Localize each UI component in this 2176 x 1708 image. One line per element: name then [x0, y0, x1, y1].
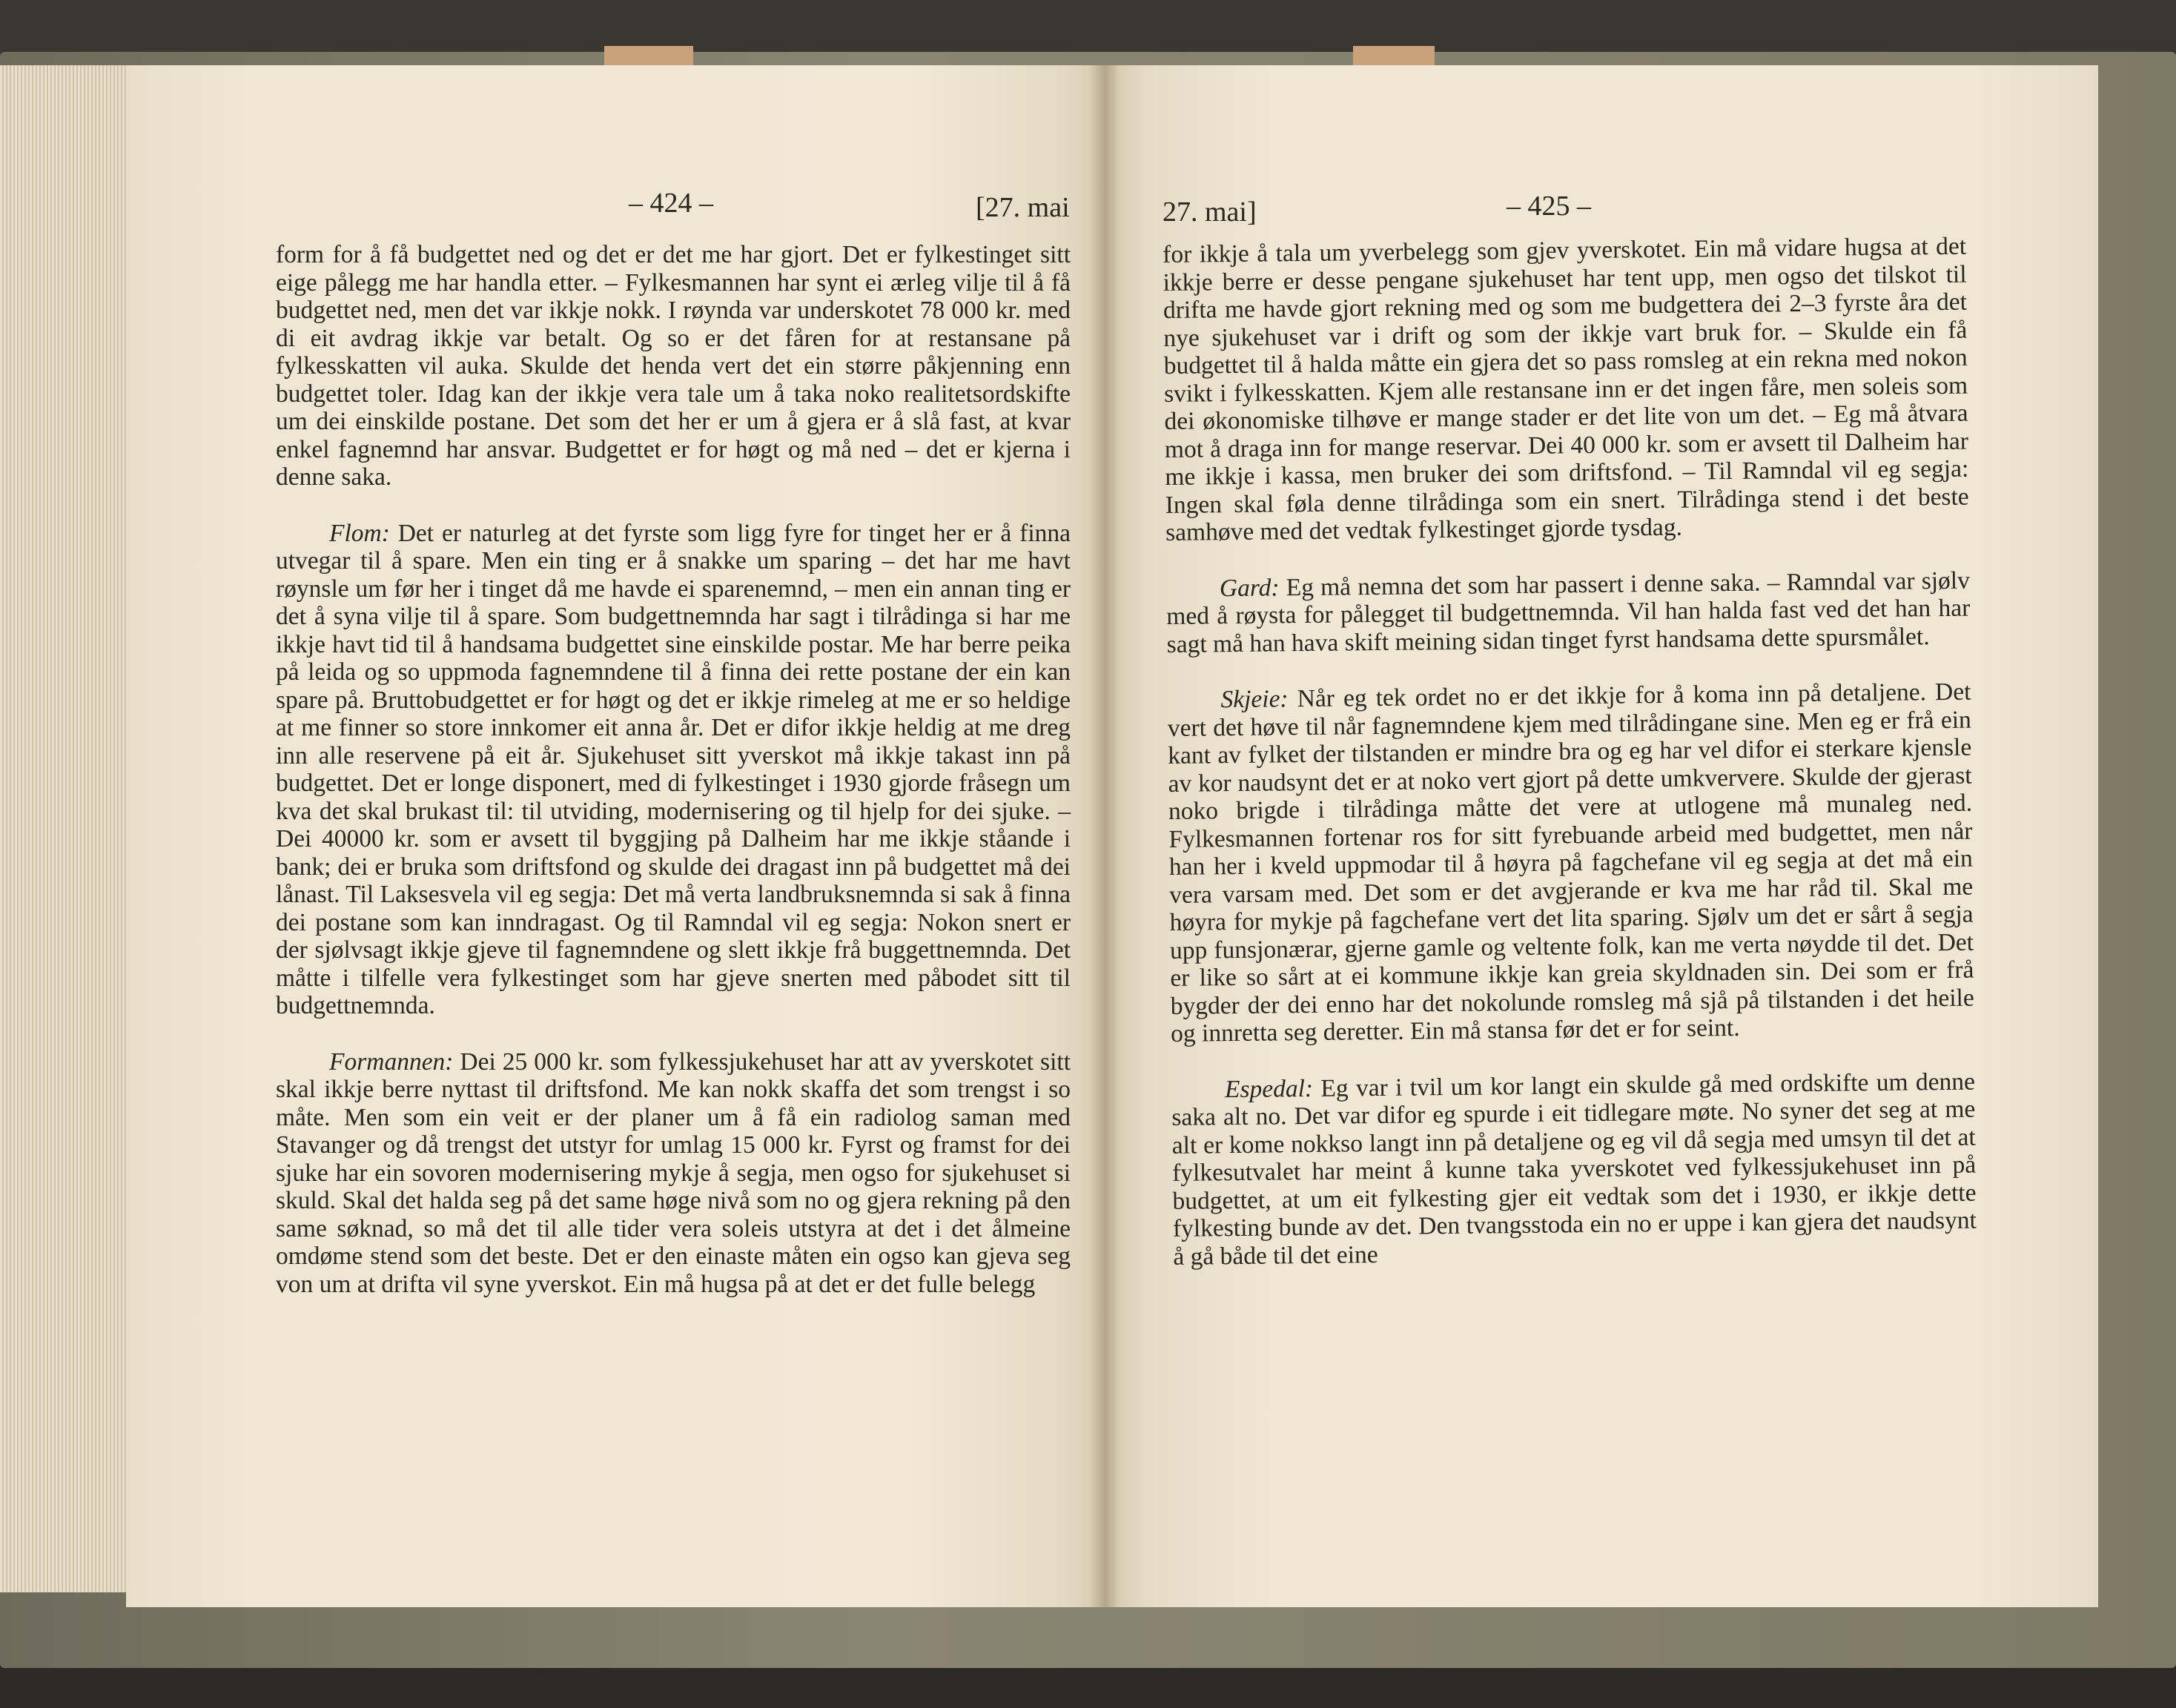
paragraph	[276, 241, 1071, 491]
book-gutter	[1090, 65, 1120, 1607]
paragraph	[1163, 233, 1969, 547]
right-date-header: 27. mai]	[1163, 196, 1257, 228]
paragraph-text: for ikkje å tala um yverbelegg som gjev yverskotet. Ein må vidare hugsa at det ikkje berre er desse pengane sjukehuset har tent upp, men ogso det tilskot til drifta me havde gjort rekning med og som me budgettera dei 2–3 fyrste åra det nye sjukehuset var i drift og som der ikkje vart bruk for. – Skulde ein få budgettet til å halda måtte ein gjera det so pass romsleg at ein rekna med nokon svikt i fylkesskatten. Kjem alle restansane inn er det ingen fåre, men soleis som dei økonomiske tilhøve er mange stader er det lite von um det. – Eg må åtvara mot å draga inn for mange reservar. Dei 40 000 kr. som er avsett til Dalheim har me ikkje i kassa, men bruker dei som driftsfond. – Til Ramndal vil eg segja: Ingen skal føla denne tilrådinga som ein snert. Tilrådinga stend i det beste samhøve med det vedtak fylkestinget gjorde tysdag.	[1163, 232, 1969, 546]
left-page-number: – 424 –	[629, 188, 713, 219]
right-page-text	[1163, 233, 1977, 1271]
paragraph	[276, 1048, 1071, 1299]
paragraph	[1167, 678, 1974, 1048]
paragraph	[1171, 1068, 1977, 1271]
speaker-name: Gard:	[1219, 573, 1280, 602]
paragraph	[1166, 566, 1971, 658]
right-page-number: – 425 –	[1507, 191, 1591, 222]
page-edges-right	[2091, 65, 2161, 1592]
paragraph-text: Eg var i tvil um kor langt ein skulde gå med ordskifte um denne saka alt no. Det var difor eg spurde i eit tidlegare møte. No syner det seg at me alt er kome nokkso langt inn på detaljene og eg vil då segja med umsyn til det at fylkesutvalet har meint å kunne taka yverskotet ved fylkessjukehuset inn på budgettet, at um eit fylkesting gjer eit vedtak som det i 1930, er ikkje dette fylkesting bunde av det. Den tvangsstoda ein no er uppe i kan gjera det naudsynt å gå både til det eine	[1171, 1068, 1977, 1271]
speaker-name: Flom:	[329, 519, 390, 547]
left-date-header: [27. mai	[976, 192, 1070, 223]
paragraph-text: Dei 25 000 kr. som fylkessjukehuset har att av yverskotet sitt skal ikkje berre nyttast til driftsfond. Me kan nokk skaffa det som trengst i so måte. Men som ein veit er der planer um å få ein radiolog saman med Stavanger og då trengst det utstyr for umlag 15 000 kr. Fyrst og framst for dei sjuke har ein sovoren modernisering mykje å segja, men ogso for sjukehuset si skuld. Skal det halda seg på det same høge nivå som no og gjera rekning på den same søknad, so må det til alle tider vera soleis utstyra at det i det ålmeine omdøme stend som det beste. Det er den einaste måten ein ogso kan gjeva seg von um at drifta vil syne yverskot. Ein må hugsa på at det er det fulle belegg	[276, 1047, 1071, 1298]
paragraph-text: Eg må nemna det som har passert i denne saka. – Ramndal var sjølv med å røysta for pålegget til budgettnemnda. Vil han halda fast ved det han har sagt må han hava skift meining sidan tinget fyrst handsama dette spursmålet.	[1166, 566, 1971, 658]
speaker-name: Skjeie:	[1220, 685, 1289, 714]
left-page-text	[276, 241, 1071, 1298]
paragraph-text: Når eg tek ordet no er det ikkje for å koma inn på detaljene. Det vert det høve til når fagnemndene kjem med tilrådingane sine. Men eg er frå ein kant av fylket der tilstanden er mindre bra og eg har vel difor ei sterkare kjensle av kor naudsynt det er at noko vert gjort på dette umkververe. Skulde der gjerast noko brigde i tilrådinga måtte det vere at utlogene må munaleg ned. Fylkesmannen fortenar ros for sitt fyrebuande arbeid med budgettet, men når han her i kveld uppmodar til å høyra på fagchefane vil eg segja at det må ein vera varsam med. Det som er det avgjerande er kva me har råd til. Skal me høyra for mykje på fagchefane vert det lita sparing. Sjølv um det er sårt å segja upp funsjonærar, gjerne gamle og veltente folk, kan me verta nøydde til det. Det er like so sårt at ei kommune ikkje kan greia skyldnaden sin. Dei som er frå bygder der dei enno har det nokolunde romsleg må sjå på tilstanden i det heile og innretta seg deretter. Ein må stansa før det er for seint.	[1167, 678, 1974, 1047]
paragraph-text: Det er naturleg at det fyrste som ligg fyre for tinget her er å finna utvegar til å spare. Men ein ting er å snakke um sparing – det har me havt røynsle um før her i tinget då me havde ei sparenemnd, – men ein annan ting er det å syna vilje til å spare. Som budgettnemnda har sagt i tilrådinga si har me ikkje havt tid til å handsama budgettet sine einskilde postar. Me har berre peika på leida og so uppmoda fagnemndene til å finna dei rette postane der ein kan spare på. Bruttobudgettet er for høgt og det er ikkje rimeleg at me er so heldige at me finner so store innkomer eit anna år. Det er difor ikkje heldig at me dreg inn alle reservene på eit år. Sjukehuset sitt yverskot må ikkje takast inn på budgettet. Det er longe disponert, med di fylkestinget i 1930 gjorde fråsegn um kva det skal brukast til: til utviding, modernisering og til hjelp for dei sjuke. – Dei 40000 kr. som er avsett til byggjing på Dalheim har me ikkje ståande i bank; dei er bruka som driftsfond og skulde dei dragast inn på budgettet må dei lånast. Til Laksesvela vil eg segja: Det må verta landbruksnemnda si sak å finna dei postane som kan inndragast. Og til Ramndal vil eg segja: Nokon snert er der sjølvsagt ikkje gjeve til fagnemndene og slett ikkje frå buggettnemnda. Det måtte i tilfelle vera fylkestinget som har gjeve snerten med påbodet sitt til budgettnemnda.	[276, 519, 1071, 1019]
paragraph-text: form for å få budgettet ned og det er det me har gjort. Det er fylkestinget sitt eige pålegg me har handla etter. – Fylkesmannen har synt ei ærleg vilje til å få budgettet ned, men det var ikkje nokk. I røynda var underskotet 78 000 kr. med di eit avdrag ikkje var betalt. Og so er det fåren for at restansane på fylkesskatten vil auka. Skulde det henda vert det ein større påkjenning enn budgettet toler. Idag kan der ikkje vera tale um å taka noko realitetsordskifte um dei einskilde postane. Det som det her er um å gjera er å slå fast, at kvar enkel fagnemnd har ansvar. Budgettet er for høgt og må ned – det er kjerna i denne saka.	[276, 241, 1071, 491]
speaker-name: Espedal:	[1224, 1074, 1314, 1103]
speaker-name: Formannen:	[329, 1047, 454, 1076]
page-edges-left	[0, 65, 137, 1592]
paragraph	[276, 520, 1071, 1020]
